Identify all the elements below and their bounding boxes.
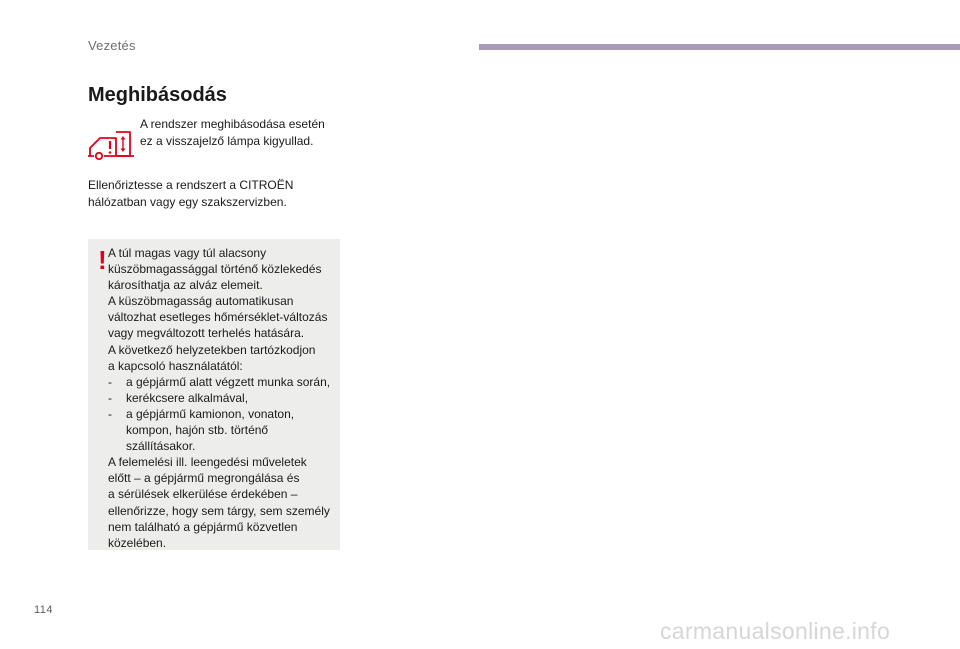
list-item-text: a gépjármű kamionon, vonaton, bbox=[126, 406, 295, 421]
list-dash: - bbox=[108, 406, 112, 421]
warning-line: A küszöbmagasság automatikusan bbox=[108, 294, 294, 309]
body-text-line: hálózatban vagy egy szakszervizben. bbox=[88, 195, 287, 209]
warning-line: károsíthatja az alváz elemeit. bbox=[108, 278, 263, 293]
check-instruction bbox=[88, 177, 338, 211]
warning-box bbox=[88, 239, 340, 550]
list-dash: - bbox=[108, 374, 112, 389]
lamp-text-line: A rendszer meghibásodása esetén bbox=[140, 117, 325, 131]
warning-line: közelében. bbox=[108, 535, 167, 550]
warning-line: küszöbmagassággal történő közlekedés bbox=[108, 262, 322, 277]
body-text-line: Ellenőriztesse a rendszert a CITROËN bbox=[88, 178, 294, 192]
lamp-text-line: ez a visszajelző lámpa kigyullad. bbox=[140, 134, 314, 148]
list-item-text: a gépjármű alatt végzett munka során, bbox=[126, 374, 331, 389]
warning-line: változhat esetleges hőmérséklet-változás bbox=[108, 310, 328, 325]
warning-line: A felemelési ill. leengedési műveletek bbox=[108, 455, 307, 470]
list-item bbox=[108, 374, 340, 390]
vehicle-fault-warning-icon bbox=[86, 126, 136, 162]
lamp-description bbox=[140, 116, 340, 150]
list-item-continuation: szállításakor. bbox=[126, 439, 196, 454]
list-dash: - bbox=[108, 390, 112, 405]
warning-text bbox=[108, 245, 340, 551]
warning-line: a kapcsoló használatától: bbox=[108, 358, 243, 373]
warning-line: A túl magas vagy túl alacsony bbox=[108, 246, 267, 260]
list-item-text: kerékcsere alkalmával, bbox=[126, 390, 249, 405]
warning-line: nem található a gépjármű közvetlen bbox=[108, 519, 298, 534]
header-bar bbox=[479, 44, 960, 50]
warning-line: ellenőrizze, hogy sem tárgy, sem személy bbox=[108, 503, 330, 518]
section-label: Vezetés bbox=[88, 38, 136, 53]
list-item bbox=[108, 406, 340, 422]
warning-line: A következő helyzetekben tartózkodjon bbox=[108, 342, 316, 357]
list-item bbox=[108, 390, 340, 406]
warning-line: a sérülések elkerülése érdekében – bbox=[108, 487, 298, 502]
watermark: carmanualsonline.info bbox=[660, 618, 891, 644]
warning-line: vagy megváltozott terhelés hatására. bbox=[108, 326, 305, 341]
page-number: 114 bbox=[34, 604, 54, 616]
exclamation-warning-icon: ! bbox=[98, 245, 107, 275]
warning-line: előtt – a gépjármű megrongálása és bbox=[108, 471, 300, 486]
list-item-continuation: kompon, hajón stb. történő bbox=[126, 423, 269, 438]
page-heading: Meghibásodás bbox=[88, 84, 227, 106]
